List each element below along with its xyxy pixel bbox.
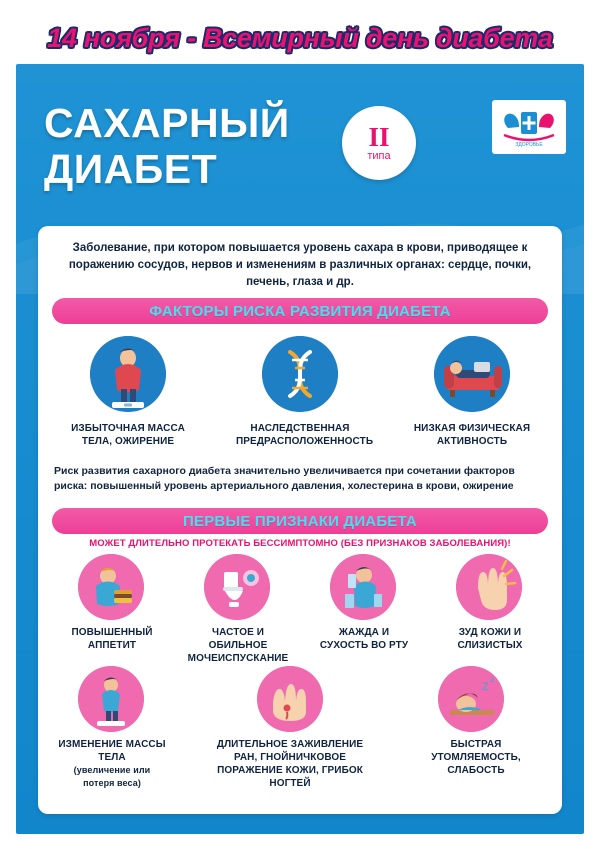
first-signs-header xyxy=(52,508,548,534)
type-roman-numeral: II xyxy=(368,121,390,152)
risk-factors-header xyxy=(52,298,548,324)
title-line-1: САХАРНЫЙ xyxy=(44,100,290,146)
wounded-hand-icon xyxy=(257,666,323,732)
risk-factors-header-text: ФАКТОРЫ РИСКА РАЗВИТИЯ ДИАБЕТА xyxy=(149,302,451,320)
banner-title: 14 ноября - Всемирный день диабета xyxy=(47,22,553,53)
signs-caption-6: ДЛИТЕЛЬНОЕ ЗАЖИВЛЕНИЕ РАН, ГНОЙНИЧКОВОЕ ПОРАЖЕНИЕ КОЖИ, ГРИБОК НОГТЕЙ xyxy=(216,739,364,789)
health-logo-icon xyxy=(494,102,564,152)
signs-caption-2: ЧАСТОЕ И ОБИЛЬНОЕ МОЧЕИСПУСКАНИЕ xyxy=(187,627,289,664)
blue-background-card xyxy=(16,64,584,834)
first-signs-subheader: МОЖЕТ ДЛИТЕЛЬНО ПРОТЕКАТЬ БЕССИМПТОМНО (БЕЗ ПРИЗНАКОВ ЗАБОЛЕВАНИЯ)! xyxy=(89,538,511,549)
banner xyxy=(16,14,584,62)
itching-hand-icon xyxy=(456,554,522,620)
type-label: типа xyxy=(367,149,391,162)
risk-caption-3: НИЗКАЯ ФИЗИЧЕСКАЯ АКТИВНОСТЬ xyxy=(413,423,531,447)
health-logo xyxy=(492,100,566,154)
signs-caption-5 xyxy=(58,738,166,790)
poster-header xyxy=(16,82,584,212)
logo-text: ЗДОРОВЬЕ xyxy=(515,142,543,148)
diabetes-type-badge xyxy=(342,106,416,180)
title-line-2: ДИАБЕТ xyxy=(44,146,218,192)
signs-caption-1: ПОВЫШЕННЫЙ АППЕТИТ xyxy=(71,627,153,651)
dna-helix-icon xyxy=(262,336,338,412)
person-drinking-water-icon xyxy=(330,554,396,620)
person-on-scales-icon xyxy=(78,666,144,732)
page-title xyxy=(44,100,290,192)
risk-caption-1: ИЗБЫТОЧНАЯ МАССА ТЕЛА, ОЖИРЕНИЕ xyxy=(71,423,185,447)
signs-caption-5-sub: (увеличение или потеря веса) xyxy=(73,765,151,788)
intro-text: Заболевание, при котором повышается уровень сахара в крови, приводящее к поражению сосудов, нервов и изменениям в различных органах: сердце, почки, печень, глаза и др. xyxy=(68,242,532,288)
first-signs-header-text: ПЕРВЫЕ ПРИЗНАКИ ДИАБЕТА xyxy=(183,512,417,530)
sleeping-tired-person-icon xyxy=(438,666,504,732)
signs-caption-5-main: ИЗМЕНЕНИЕ МАССЫ ТЕЛА xyxy=(58,739,166,763)
svg-text:z: z xyxy=(490,675,494,684)
signs-caption-4: ЗУД КОЖИ И СЛИЗИСТЫХ xyxy=(457,627,523,651)
person-lying-on-sofa-icon xyxy=(434,336,510,412)
signs-caption-7: БЫСТРАЯ УТОМЛЯЕМОСТЬ, СЛАБОСТЬ xyxy=(431,739,521,776)
toilet-icon xyxy=(204,554,270,620)
signs-caption-3: ЖАЖДА И СУХОСТЬ ВО РТУ xyxy=(319,627,409,651)
content-card xyxy=(38,226,562,814)
person-eating-burger-icon xyxy=(78,554,144,620)
risk-caption-2: НАСЛЕДСТВЕННАЯ ПРЕДРАСПОЛОЖЕННОСТЬ xyxy=(236,423,374,447)
risk-note: Риск развития сахарного диабета значительно увеличивается при сочетании факторов риска: повышенный уровень артериального давления, холестерина в крови, ожирение xyxy=(54,465,515,492)
overweight-person-on-scales-icon xyxy=(90,336,166,412)
svg-text:Z: Z xyxy=(482,681,489,693)
